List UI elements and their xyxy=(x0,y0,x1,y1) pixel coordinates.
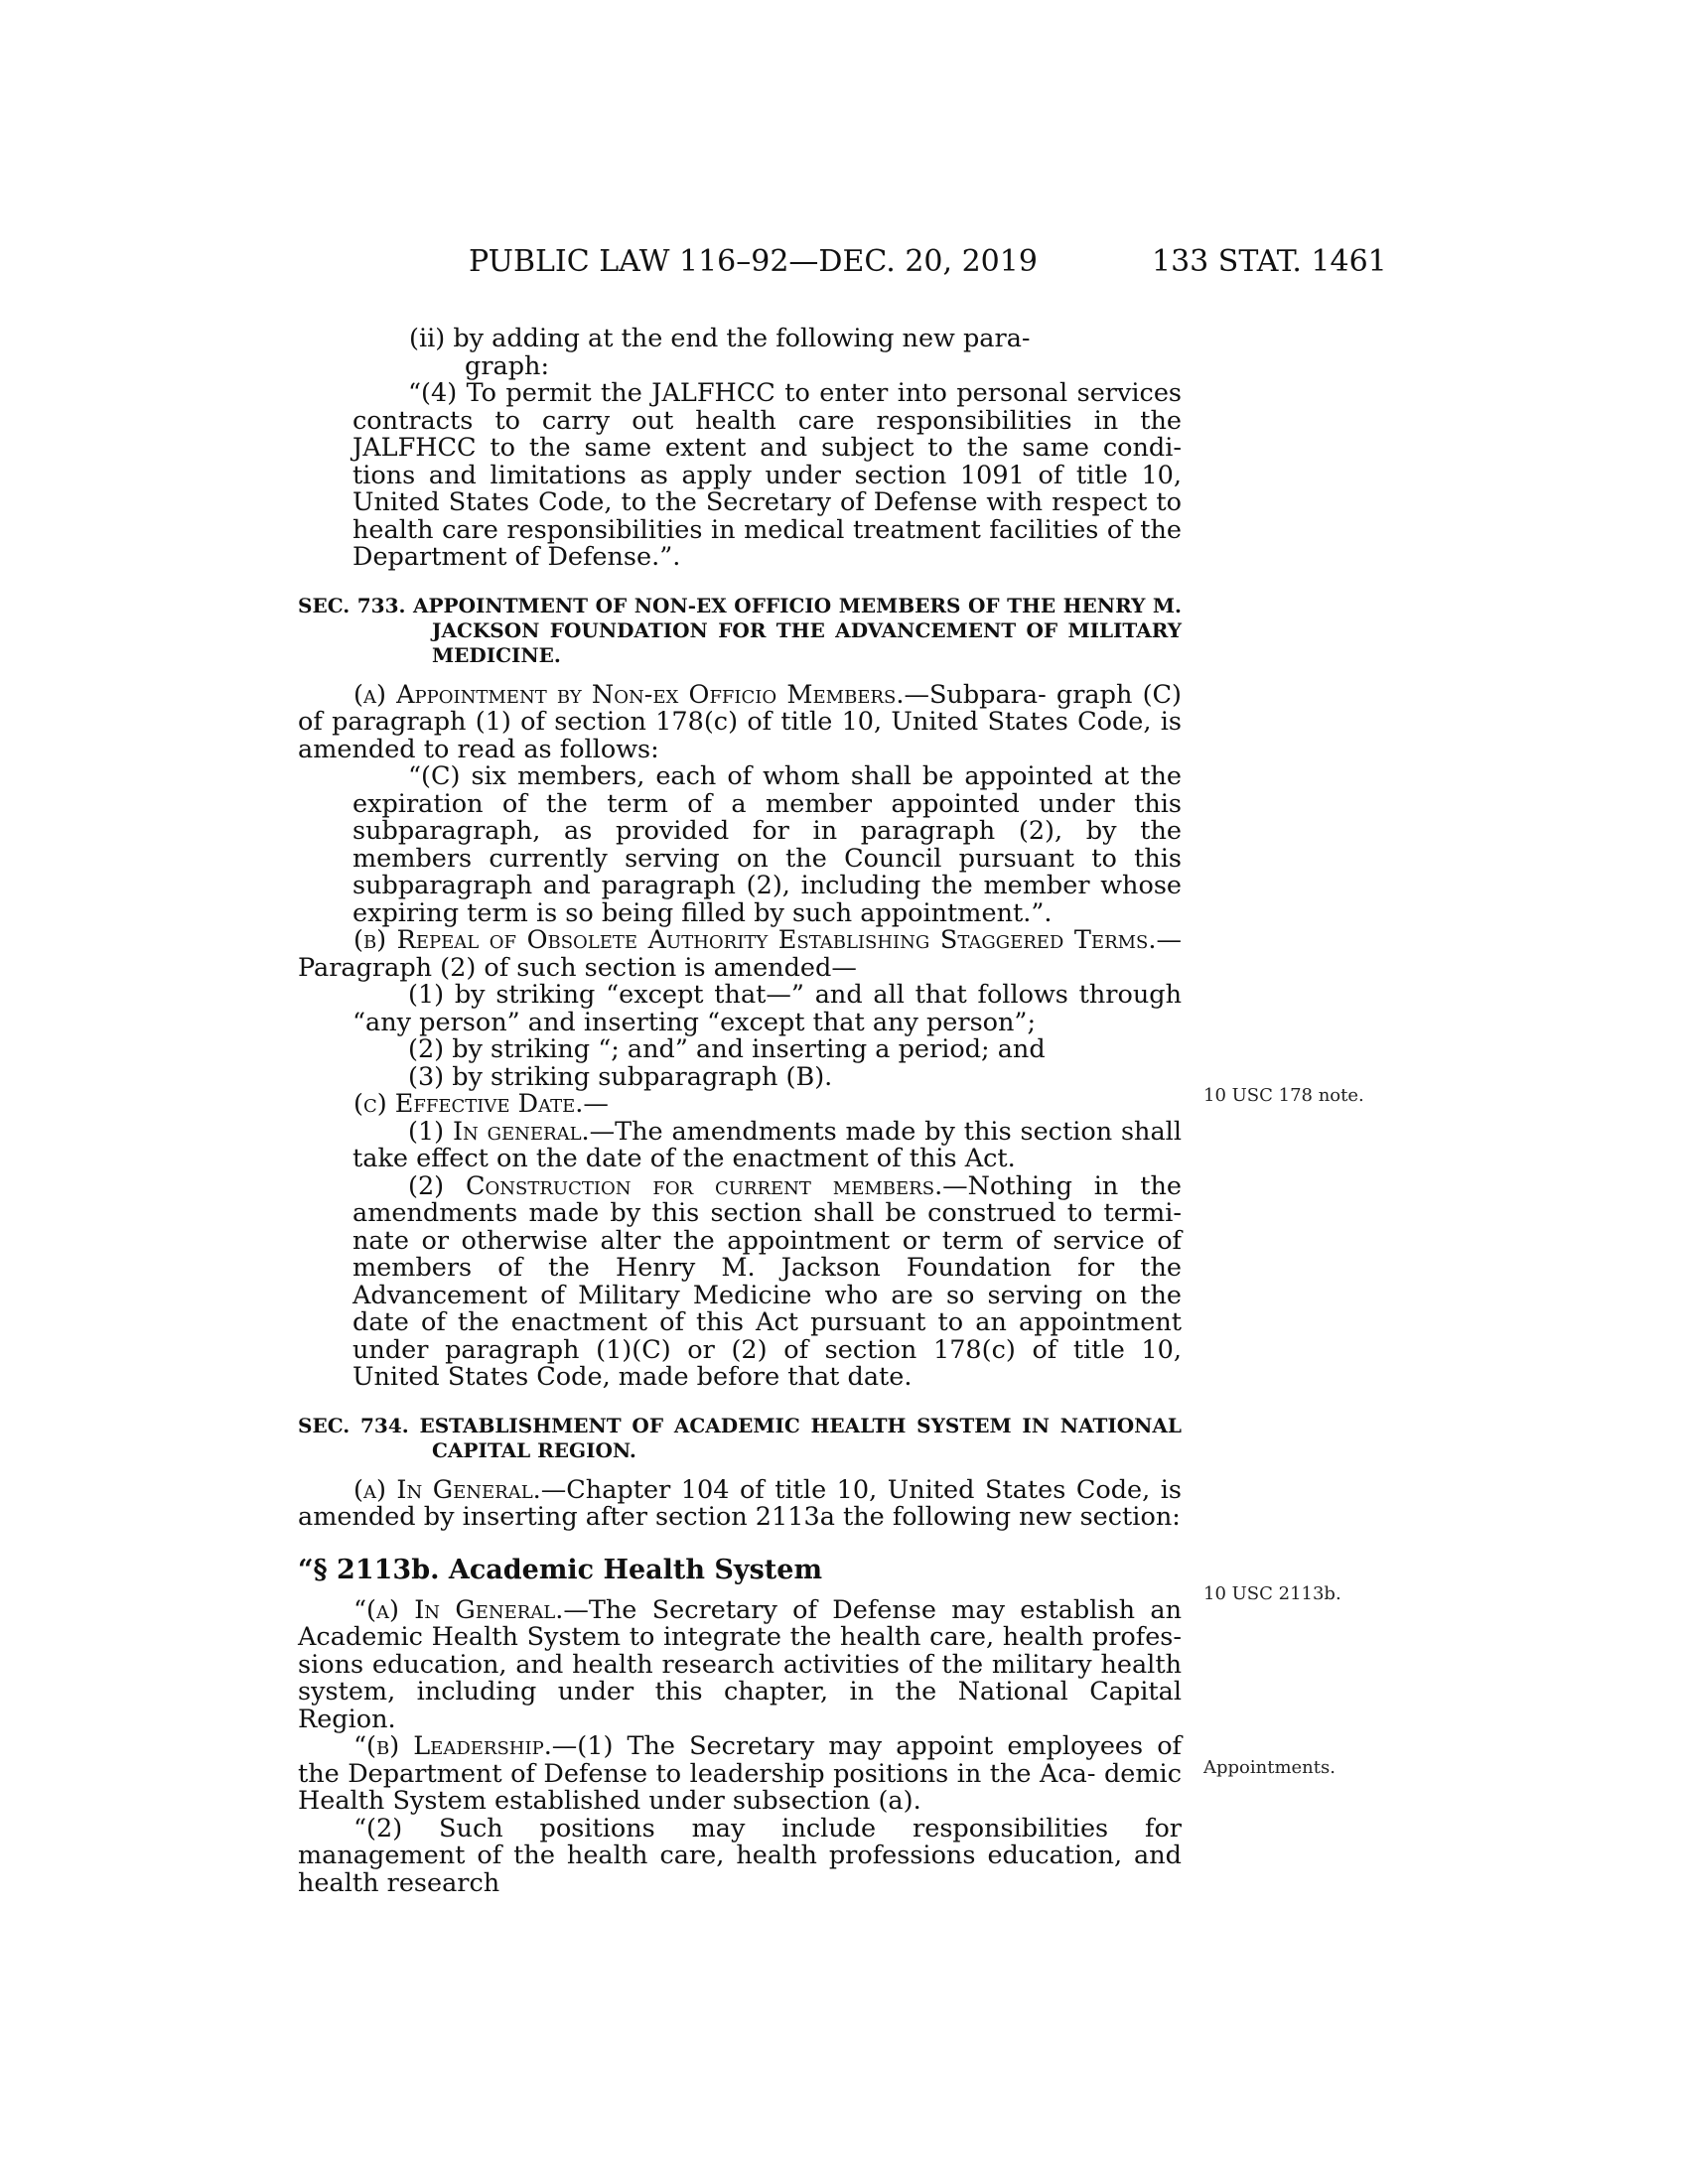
quoted-b-label: “(b) Leadership. xyxy=(353,1731,552,1761)
subsection-b-item-1: (1) by striking “except that—” and all that follows through “any person” and inserting “except that any person”; xyxy=(352,980,1182,1037)
item-1-text: —The amendments made by this section shall take effect on the date of the enactment of this Act. xyxy=(352,1116,1182,1173)
statute-page-number: 133 STAT. 1461 xyxy=(1152,244,1387,279)
margin-note-usc-2113b: 10 USC 2113b. xyxy=(1203,1583,1341,1604)
subsection-c-label: (c) Effective Date. xyxy=(353,1089,584,1119)
section-2113b-paragraph-2: “(2) Such positions may include responsibilities for management of the health care, health professions education, and health research xyxy=(298,1813,1182,1898)
subsection-c-item-2 xyxy=(298,1170,1182,1392)
subsection-a-text: —Subpara- graph (C) of paragraph (1) of section 178(c) of title 10, United States Code, is amended to read as follows: xyxy=(298,679,1182,764)
section-2113b-subsection-a xyxy=(298,1594,1183,1734)
subsection-b-item-2: (2) by striking “; and” and inserting a period; and xyxy=(408,1034,1046,1064)
item-2-label: (2) Construction for current members. xyxy=(408,1170,943,1201)
quoted-a-label: “(a) In General. xyxy=(353,1594,564,1625)
running-head xyxy=(0,244,1688,294)
sec-734-a-text: —Chapter 104 of title 10, United States Code, is amended by inserting after section 2113a the following new section: xyxy=(298,1474,1182,1532)
sec-734-heading: SEC. 734. ESTABLISHMENT OF ACADEMIC HEALTH SYSTEM IN NATIONAL CAPITAL REGION. xyxy=(298,1413,1182,1462)
item-1-label: (1) In general. xyxy=(408,1116,590,1147)
quoted-subparagraph-c: “(C) six members, each of whom shall be appointed at the expiration of the term of a member appointed under this subparagraph, as provided for in paragraph (2), by the members currently serving on the Council pursuant to this subparagraph and paragraph (2), including the member whose expiring term is so being filled by such appointment.”. xyxy=(352,761,1182,928)
public-law-citation: PUBLIC LAW 116–92—DEC. 20, 2019 xyxy=(469,244,1038,279)
subsection-c-dash: — xyxy=(583,1089,609,1119)
subsection-a-label: (a) Appointment by Non-ex Officio Members. xyxy=(353,679,905,710)
item-2-text: —Nothing in the amendments made by this section shall be construed to termi- nate or otherwise alter the appointment or term of service of members of the Henry M. Jackson Foundation for the Advancement of Military Medicine who are so serving on the date of the enactment of this Act pursuant to an appointment under paragraph (1)(C) or (2) of section 178(c) of title 10, United States Code, made before that date. xyxy=(352,1170,1182,1392)
sec-733-subsection-a xyxy=(298,679,1182,764)
margin-note-usc-178: 10 USC 178 note. xyxy=(1203,1085,1364,1106)
quoted-a-text: —The Secretary of Defense may establish an Academic Health System to integrate the health care, health profes- sions education, and health research activities of the military health system, including under this chapter, in the National Capital Region. xyxy=(298,1594,1183,1734)
clause-ii-continuation: graph: xyxy=(465,350,550,381)
sec-734-subsection-a xyxy=(298,1474,1182,1532)
section-2113b-heading: “§ 2113b. Academic Health System xyxy=(298,1554,823,1585)
sec-734-a-label: (a) In General. xyxy=(353,1474,541,1505)
clause-ii-line: (ii) by adding at the end the following new para- xyxy=(409,324,1031,353)
margin-note-appointments: Appointments. xyxy=(1203,1757,1336,1778)
document-body xyxy=(298,326,1182,1897)
subsection-b-item-3: (3) by striking subparagraph (B). xyxy=(408,1061,833,1092)
subsection-b-text: —Paragraph (2) of such section is amended— xyxy=(298,925,1182,983)
sec-733-heading: SEC. 733. APPOINTMENT OF NON-EX OFFICIO MEMBERS OF THE HENRY M. JACKSON FOUNDATION FOR THE ADVANCEMENT OF MILITARY MEDICINE. xyxy=(298,593,1182,667)
quoted-b-text: —(1) The Secretary may appoint employees of the Department of Defense to leadership positions in the Aca- demic Health System established under subsection (a). xyxy=(298,1731,1182,1816)
sec-733-subsection-c xyxy=(298,1091,1182,1119)
sec-733-subsection-b xyxy=(298,927,1182,982)
section-2113b-subsection-b xyxy=(298,1733,1182,1816)
subsection-c-item-1 xyxy=(298,1116,1182,1173)
new-paragraph-4: “(4) To permit the JALFHCC to enter into personal services contracts to carry out health care responsibilities in the JALFHCC to the same extent and subject to the same condi- tions and limitations as apply under section 1091 of title 10, United States Code, to the Secretary of Defense with respect to health care responsibilities in medical treatment facilities of the Department of Defense.”. xyxy=(352,378,1182,572)
subsection-b-label: (b) Repeal of Obsolete Authority Establishing Staggered Terms. xyxy=(353,925,1157,955)
